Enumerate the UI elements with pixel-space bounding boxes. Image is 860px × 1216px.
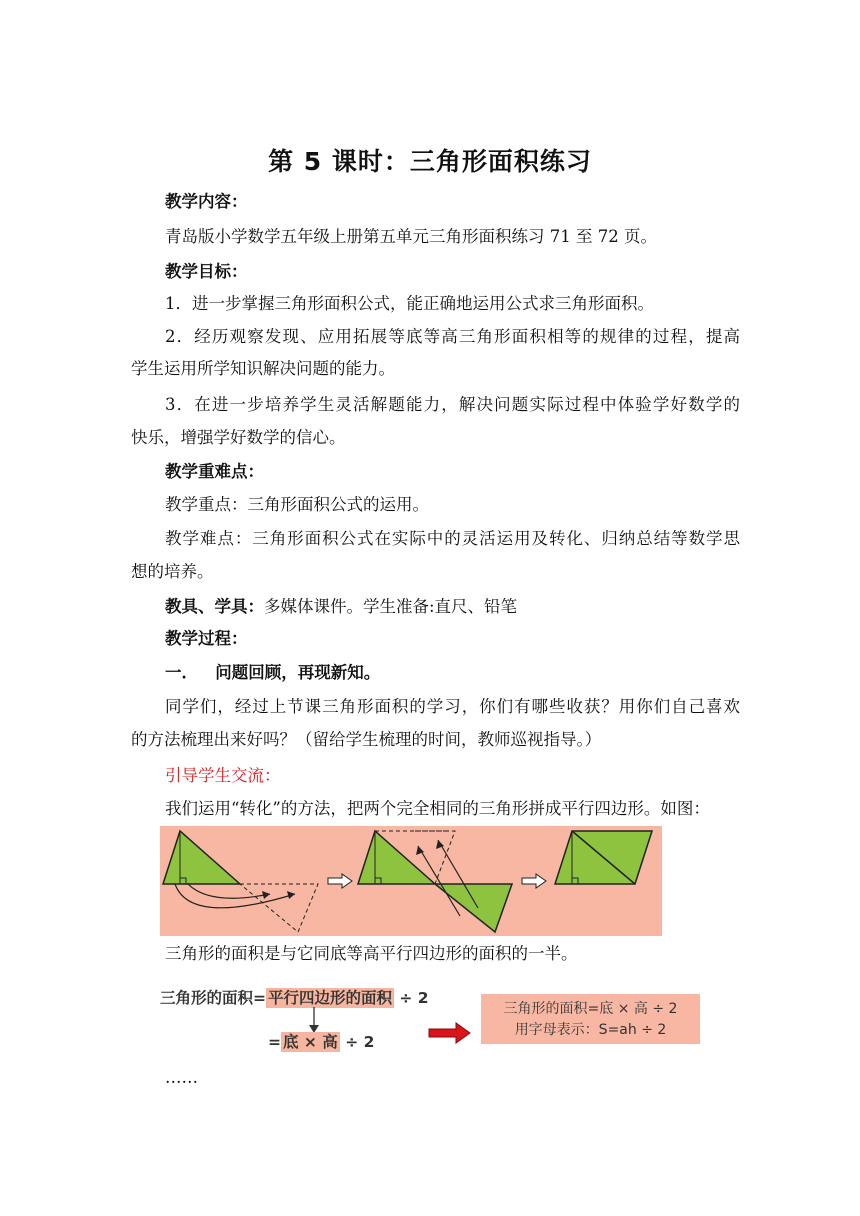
half-area-text: 三角形的面积是与它同底等高平行四边形的面积的一半。 <box>165 944 578 963</box>
content-text: 青岛版小学数学五年级上册第五单元三角形面积练习 71 至 72 页。 <box>165 227 657 246</box>
ellipsis: …… <box>165 1068 198 1087</box>
stage-3-parallelogram <box>555 831 652 884</box>
stage-2-triangles <box>358 831 512 932</box>
goal-2-line-2: 学生运用所学知识解决问题的能力。 <box>131 359 395 378</box>
stage-1-triangle <box>163 831 318 932</box>
transform-figure <box>160 826 662 936</box>
formula-parallelogram-area: 平行四边形的面积 <box>268 989 393 1007</box>
step-1-text-line-2: 的方法梳理出来好吗？（留给学生梳理的时间，教师巡视指导。） <box>131 730 602 749</box>
key-point-text: 教学重点：三角形面积公式的运用。 <box>165 495 429 514</box>
goal-1: 1．进一步掌握三角形面积公式，能正确地运用公式求三角形面积。 <box>165 294 654 313</box>
formula-line-2 <box>268 1030 374 1052</box>
formula-line-1 <box>160 986 429 1008</box>
formula-summary-box <box>481 994 700 1044</box>
red-arrow-icon <box>428 1022 472 1044</box>
formula-base-height: 底 × 高 <box>283 1033 338 1051</box>
tools-heading: 教具、学具： <box>165 597 264 616</box>
formula-divide-1: ÷ 2 <box>399 989 429 1007</box>
transform-text: 我们运用“转化”的方法，把两个完全相同的三角形拼成平行四边形。如图： <box>165 799 710 818</box>
keypoints-heading: 教学重难点： <box>165 462 264 481</box>
goal-2-line-1: 2．经历观察发现、应用拓展等底等高三角形面积相等的规律的过程，提高 <box>165 327 740 346</box>
content-heading: 教学内容： <box>165 192 248 211</box>
tools-text: 多媒体课件。学生准备:直尺、铅笔 <box>264 597 518 616</box>
step-1-text-line-1: 同学们，经过上节课三角形面积的学习，你们有哪些收获？用你们自己喜欢 <box>165 697 740 716</box>
transform-diagram <box>160 826 662 936</box>
formula-summary-line-1: 三角形的面积=底 × 高 ÷ 2 <box>503 1001 678 1017</box>
formula-figure <box>160 978 720 1058</box>
difficult-point-line-2: 想的培养。 <box>131 562 214 581</box>
process-heading: 教学过程： <box>165 629 248 648</box>
difficult-point-line-1: 教学难点：三角形面积公式在实际中的灵活运用及转化、归纳总结等数学思 <box>165 529 740 548</box>
guide-label: 引导学生交流： <box>165 766 281 785</box>
formula-summary-line-2: 用字母表示：S=ah ÷ 2 <box>514 1022 667 1038</box>
goal-3-line-2: 快乐，增强学好数学的信心。 <box>131 428 346 447</box>
formula-equals: = <box>268 1033 281 1051</box>
goals-heading: 教学目标： <box>165 262 248 281</box>
formula-divide-2: ÷ 2 <box>345 1033 375 1051</box>
step-1-heading: 一． 问题回顾，再现新知。 <box>165 663 381 682</box>
formula-lhs: 三角形的面积= <box>160 989 266 1007</box>
goal-3-line-1: 3．在进一步培养学生灵活解题能力，解决问题实际过程中体验学好数学的 <box>165 395 740 414</box>
page-title: 第 5 课时：三角形面积练习 <box>268 147 592 176</box>
tools-line <box>165 597 740 617</box>
stage-arrow-2 <box>522 874 546 888</box>
stage-arrow-1 <box>328 874 352 888</box>
